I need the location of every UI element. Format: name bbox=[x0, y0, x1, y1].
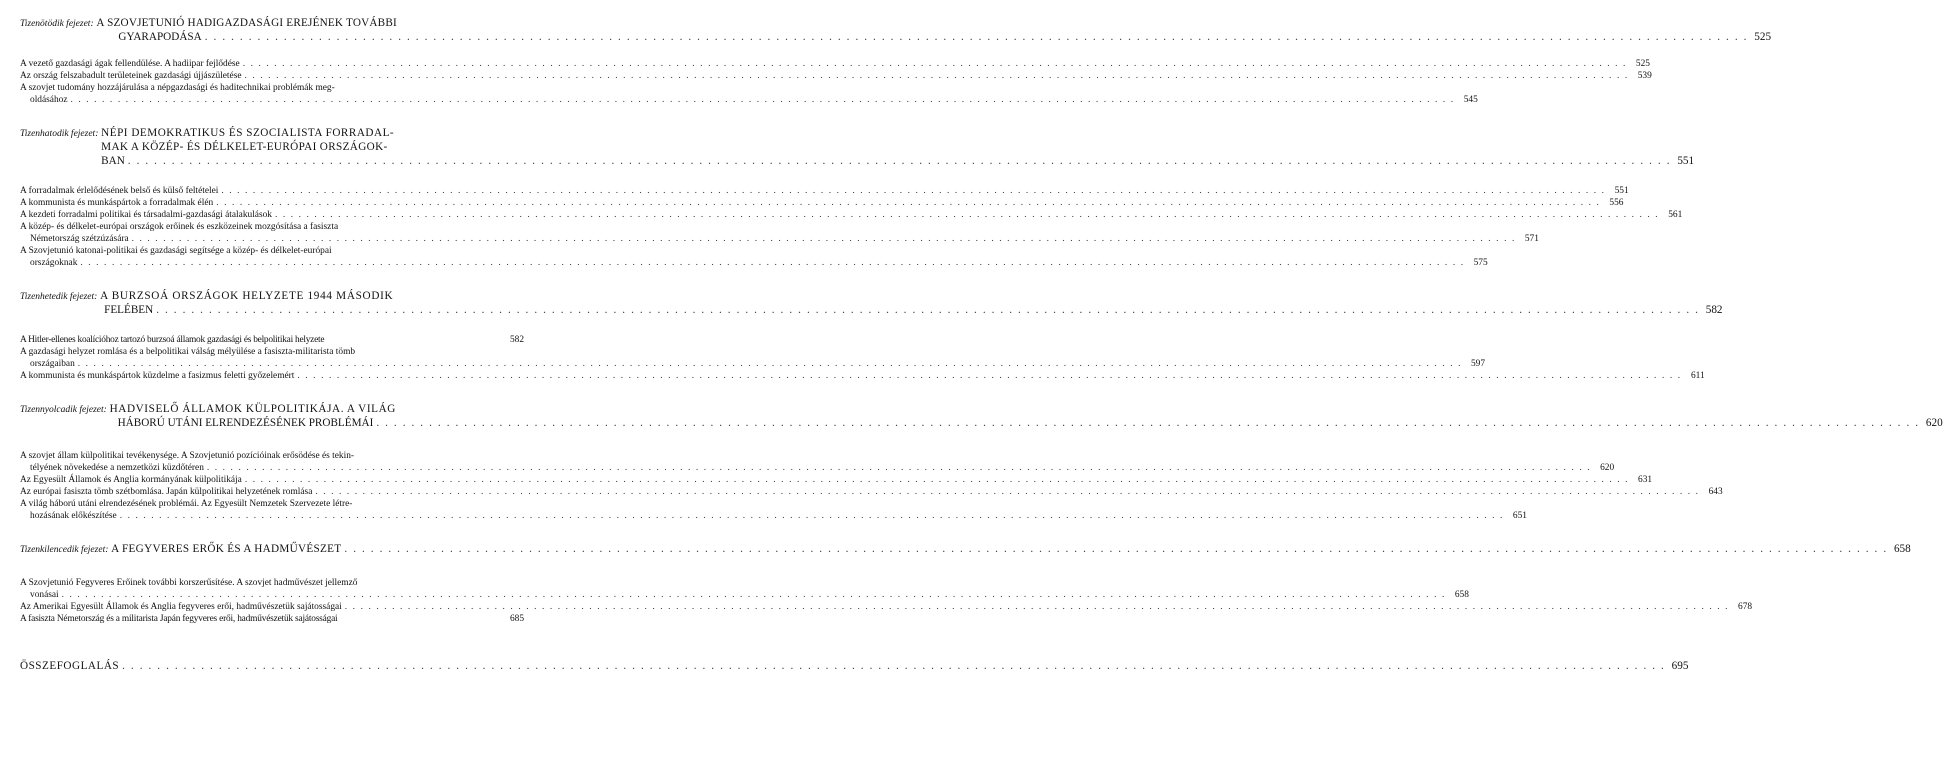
page-number: 582 bbox=[509, 335, 524, 345]
toc-entry: A gazdasági helyzet romlása és a belpolitikai válság mélyülése a fasiszta-militarista tömb országaiban . . . 597 bbox=[20, 346, 524, 370]
chapter-title-line: BAN bbox=[101, 155, 125, 167]
toc-entry: Az ország felszabadult területeinek gazdasági újjászületése . . . 539 bbox=[20, 70, 524, 82]
toc-entry: Az európai fasiszta tömb szétbomlása. Japán külpolitikai helyzetének romlása . . . 643 bbox=[20, 486, 524, 498]
summary-title: ÖSSZEFOGLALÁS bbox=[20, 660, 120, 672]
chapter-title-line: A FEGYVERES ERŐK ÉS A HADMŰVÉSZET bbox=[111, 543, 342, 555]
toc-entry: A kommunista és munkáspártok küzdelme a fasizmus feletti győzelemért . . . 611 bbox=[20, 370, 524, 382]
toc-entry: Az Egyesült Államok és Anglia kormányának külpolitikája . . . 631 bbox=[20, 474, 524, 486]
chapter-heading bbox=[20, 289, 1723, 317]
page-number: 685 bbox=[509, 614, 524, 624]
page-number: 597 bbox=[1470, 359, 1486, 369]
toc-entry: A világ háború utáni elrendezésének problémái. Az Egyesült Nemzetek Szervezete létre- hozásának előkészítése . . . 651 bbox=[20, 498, 524, 522]
chapter-title-line: HÁBORÚ UTÁNI ELRENDEZÉSÉNEK PROBLÉMÁI bbox=[117, 417, 374, 429]
page-number: 695 bbox=[1671, 660, 1689, 672]
chapter-title-line: HADVISELŐ ÁLLAMOK KÜLPOLITIKÁJA. A VILÁG bbox=[109, 403, 396, 415]
page-number: 571 bbox=[1524, 234, 1539, 244]
page-number: 620 bbox=[1600, 463, 1615, 473]
chapter-label: Tizenhetedik fejezet: bbox=[20, 292, 98, 302]
chapter-label: Tizennyolcadik fejezet: bbox=[20, 405, 107, 415]
page-number: 631 bbox=[1638, 475, 1653, 485]
chapter-heading bbox=[20, 16, 1772, 44]
toc-entry: A szovjet tudomány hozzájárulása a népgazdasági és haditechnikai problémák meg- oldásához . . . 545 bbox=[20, 82, 524, 106]
chapter-16 bbox=[20, 126, 1695, 269]
chapter-17 bbox=[20, 289, 1723, 382]
page-number: 545 bbox=[1463, 95, 1478, 105]
toc-entry: A fasiszta Németország és a militarista Japán fegyveres erői, hadművészetük sajátosságai 685 bbox=[20, 614, 524, 624]
toc-entry: A szovjet állam külpolitikai tevékenysége. A Szovjetunió pozícióinak erősödése és tekin- télyének növekedése a nemzetközi küzdőtéren . . . 620 bbox=[20, 450, 524, 474]
chapter-title-line: FELÉBEN bbox=[104, 304, 154, 316]
summary-heading bbox=[20, 659, 1689, 673]
toc-entry: A közép- és délkelet-európai országok erőinek és eszközeinek mozgósítása a fasiszta Németország szétzúzására . . . 571 bbox=[20, 221, 524, 245]
chapter-title-line: GYARAPODÁSA bbox=[118, 31, 202, 43]
chapter-title-line: A SZOVJETUNIÓ HADIGAZDASÁGI EREJÉNEK TOVÁBBI bbox=[96, 17, 397, 29]
chapter-label: Tizenötödik fejezet: bbox=[20, 19, 94, 29]
chapter-heading bbox=[20, 126, 1695, 168]
page-number: 658 bbox=[1454, 590, 1469, 600]
toc-entry: A Szovjetunió katonai-politikai és gazdasági segítsége a közép- és délkelet-európai országoknak . . . 575 bbox=[20, 245, 524, 269]
page-number: 678 bbox=[1738, 602, 1753, 612]
page-number: 539 bbox=[1637, 71, 1652, 81]
page-number: 551 bbox=[1614, 186, 1629, 196]
page-number: 561 bbox=[1668, 210, 1683, 220]
chapter-18 bbox=[20, 402, 1943, 522]
page-number: 643 bbox=[1708, 487, 1723, 497]
chapter-title-line: A BURZSOÁ ORSZÁGOK HELYZETE 1944 MÁSODIK bbox=[100, 290, 394, 302]
page-number: 556 bbox=[1609, 198, 1624, 208]
chapter-label: Tizenhatodik fejezet: bbox=[20, 129, 99, 139]
page-number: 582 bbox=[1705, 304, 1723, 316]
page-number: 620 bbox=[1925, 417, 1943, 429]
toc-entry: A Szovjetunió Fegyveres Erőinek további korszerűsítése. A szovjet hadművészet jellemző vonásai . . . 658 bbox=[20, 577, 524, 601]
toc-entry: A kezdeti forradalmi politikai és társadalmi-gazdasági átalakulások . . . 561 bbox=[20, 209, 524, 221]
table-of-contents bbox=[20, 16, 1943, 673]
page-number: 551 bbox=[1677, 155, 1695, 167]
toc-entry: A Hitler-ellenes koalícióhoz tartozó burzsoá államok gazdasági és belpolitikai helyzete 582 bbox=[20, 335, 524, 345]
chapter-heading bbox=[20, 542, 1911, 557]
chapter-title-line: MAK A KÖZÉP- ÉS DÉLKELET-EURÓPAI ORSZÁGOK- bbox=[101, 141, 388, 153]
toc-entry: A forradalmak érlelődésének belső és külső feltételei . . . 551 bbox=[20, 185, 524, 197]
page-number: 525 bbox=[1635, 59, 1650, 69]
page-number: 658 bbox=[1893, 543, 1911, 555]
page-number: 525 bbox=[1754, 31, 1772, 43]
chapter-title-line: NÉPI DEMOKRATIKUS ÉS SZOCIALISTA FORRADAL- bbox=[101, 127, 395, 139]
toc-entry: Az Amerikai Egyesült Államok és Anglia fegyveres erői, hadművészetük sajátosságai . . . 678 bbox=[20, 601, 524, 613]
chapter-label: Tizenkilencedik fejezet: bbox=[20, 545, 109, 555]
chapter-19 bbox=[20, 542, 1911, 625]
chapter-15 bbox=[20, 16, 1772, 106]
toc-entry: A kommunista és munkáspártok a forradalmak élén . . . 556 bbox=[20, 197, 524, 209]
page-number: 651 bbox=[1512, 511, 1527, 521]
toc-entry: A vezető gazdasági ágak fellendülése. A hadiipar fejlődése . . . 525 bbox=[20, 58, 524, 70]
page-number: 575 bbox=[1473, 258, 1488, 268]
chapter-heading bbox=[20, 402, 1943, 430]
page-number: 611 bbox=[1690, 371, 1705, 381]
